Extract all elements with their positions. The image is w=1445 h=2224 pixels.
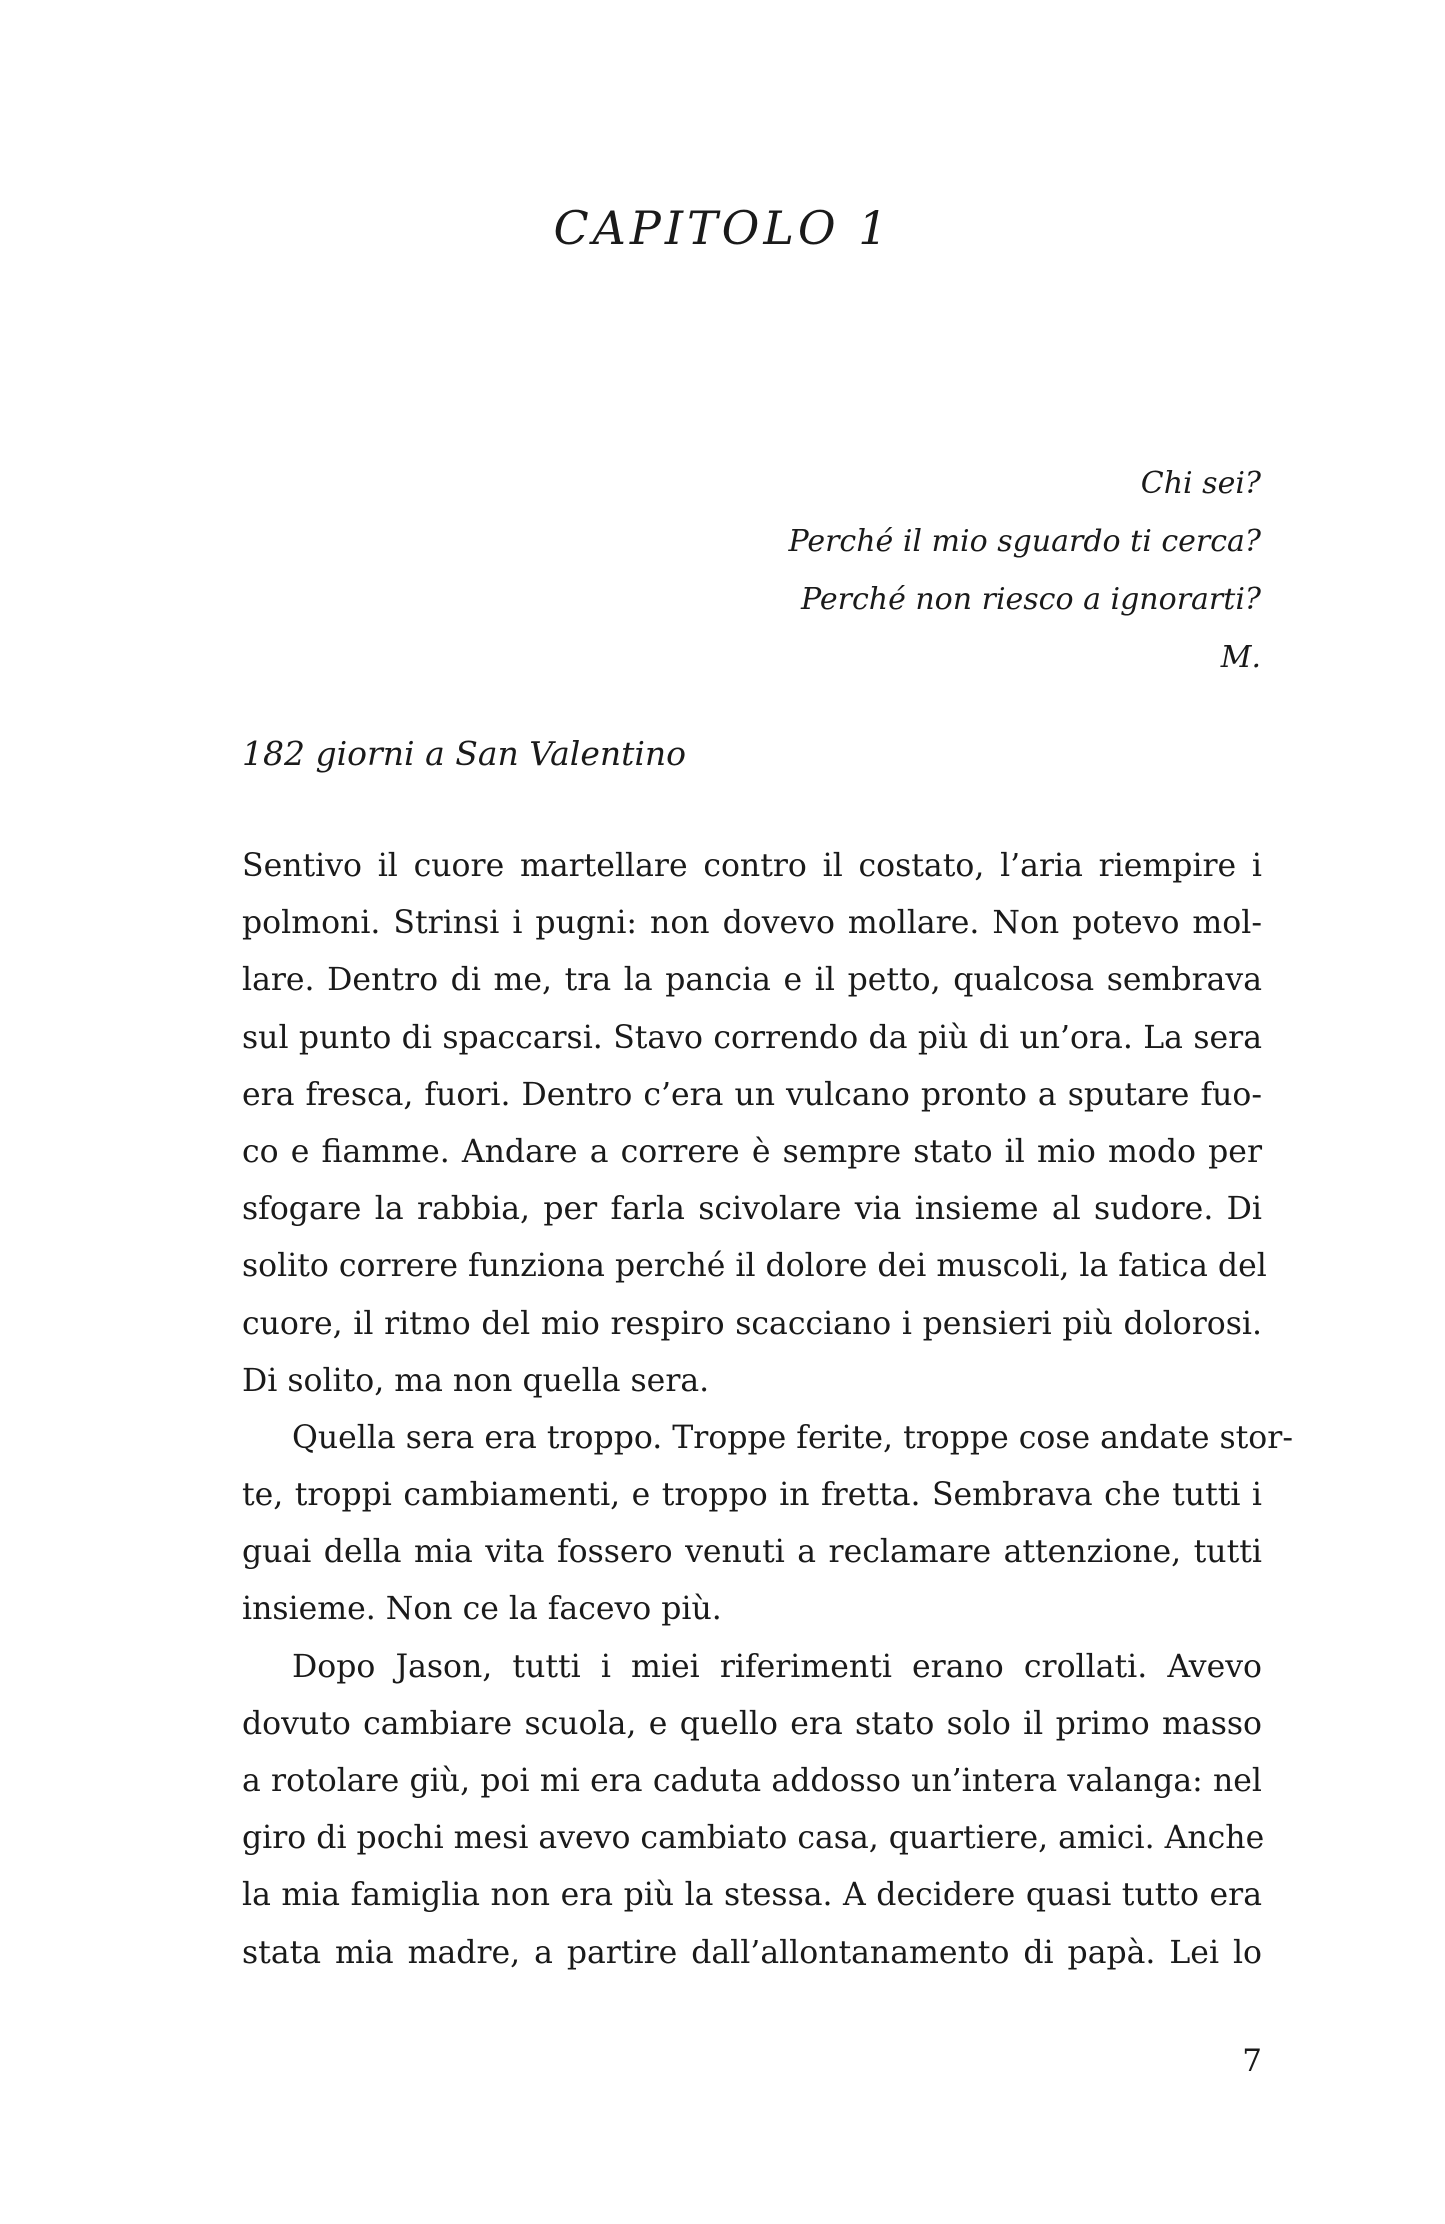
text-line: giro di pochi mesi avevo cambiato casa, quartiere, amici. Anche: [242, 1820, 1265, 1857]
epigraph-line: Perché non riesco a ignorarti?: [801, 582, 1261, 617]
epigraph: [661, 455, 1261, 687]
text-line: solito correre funziona perché il dolore dei muscoli, la fatica del: [242, 1248, 1267, 1285]
text-line: te, troppi cambiamenti, e troppo in fretta. Sembrava che tutti i: [242, 1477, 1262, 1514]
text-line: cuore, il ritmo del mio respiro scacciano i pensieri più dolorosi.: [242, 1305, 1262, 1342]
page-number: 7: [1242, 2043, 1262, 2079]
text-line: co e fiamme. Andare a correre è sempre stato il mio modo per: [242, 1133, 1262, 1170]
text-line: la mia famiglia non era più la stessa. A decidere quasi tutto era: [242, 1877, 1262, 1914]
text-line: Di solito, ma non quella sera.: [242, 1362, 710, 1399]
epigraph-line: Chi sei?: [1140, 466, 1261, 501]
text-line: Dopo Jason, tutti i miei riferimenti erano crollati. Avevo: [292, 1648, 1262, 1685]
text-line: sul punto di spaccarsi. Stavo correndo da più di un’ora. La sera: [242, 1019, 1262, 1056]
text-line: lare. Dentro di me, tra la pancia e il petto, qualcosa sembrava: [242, 962, 1262, 999]
body-text: [242, 838, 1293, 1982]
section-heading: 182 giorni a San Valentino: [242, 734, 687, 773]
epigraph-signature: M.: [1220, 640, 1261, 675]
text-line: Sentivo il cuore martellare contro il costato, l’aria riempire i: [242, 848, 1262, 884]
chapter-title: CAPITOLO 1: [553, 201, 892, 255]
text-line: sfogare la rabbia, per farla scivolare via insieme al sudore. Di: [242, 1191, 1262, 1228]
epigraph-line: Perché il mio sguardo ti cerca?: [788, 524, 1261, 559]
text-line: dovuto cambiare scuola, e quello era stato solo il primo masso: [242, 1705, 1262, 1742]
text-line: guai della mia vita fossero venuti a reclamare attenzione, tutti: [242, 1534, 1262, 1571]
text-line: stata mia madre, a partire dall’allontanamento di papà. Lei lo: [242, 1934, 1262, 1971]
text-line: polmoni. Strinsi i pugni: non dovevo mollare. Non potevo mol-: [242, 905, 1262, 942]
text-line: Quella sera era troppo. Troppe ferite, troppe cose andate stor-: [292, 1419, 1293, 1456]
text-line: insieme. Non ce la facevo più.: [242, 1591, 722, 1628]
text-line: a rotolare giù, poi mi era caduta addosso un’intera valanga: nel: [242, 1763, 1262, 1799]
text-line: era fresca, fuori. Dentro c’era un vulcano pronto a sputare fuo-: [242, 1076, 1262, 1113]
